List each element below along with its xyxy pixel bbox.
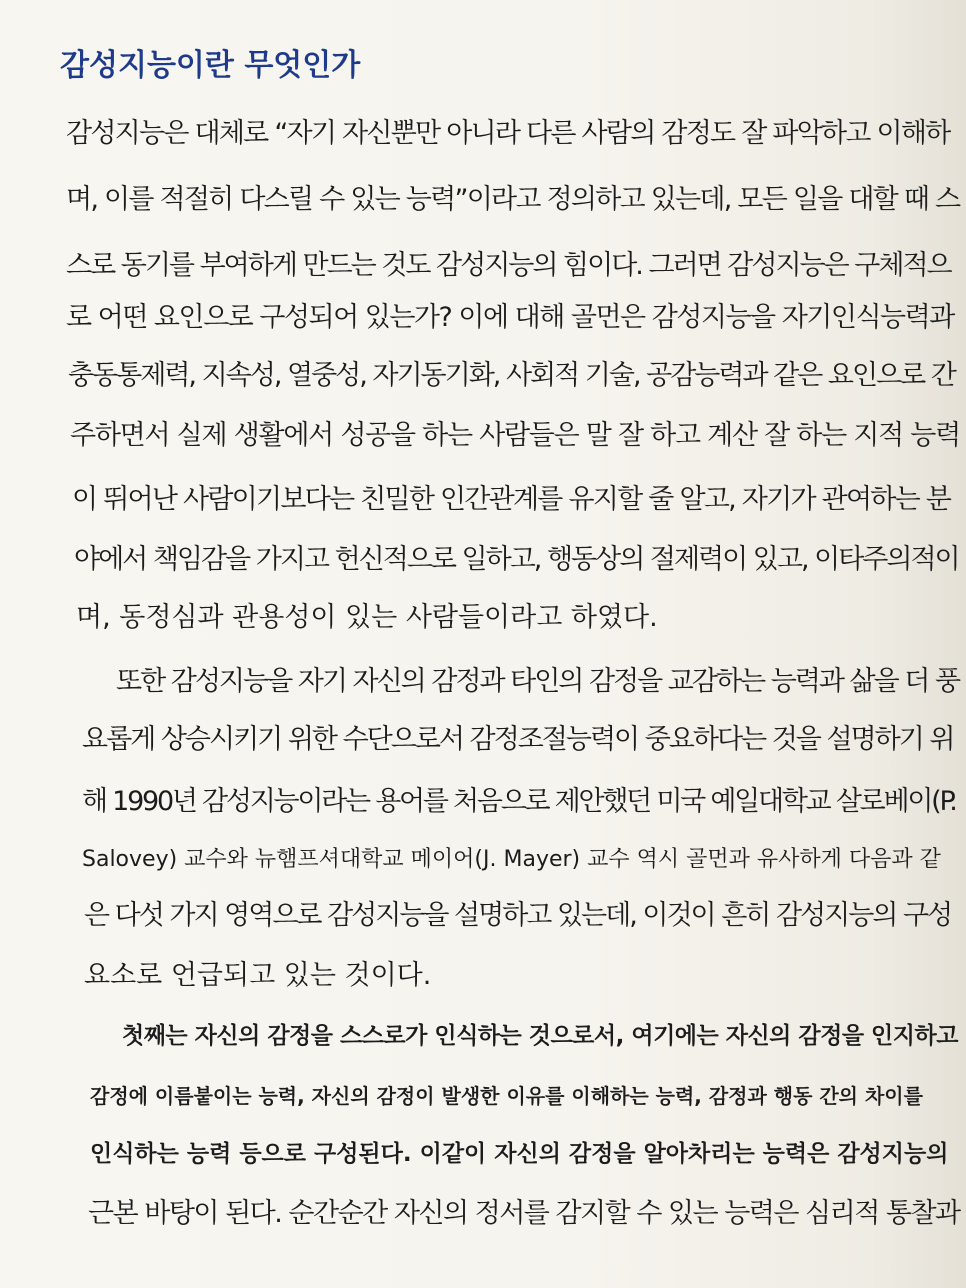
text-line: 해 1990년 감성지능이라는 용어를 처음으로 제안했던 미국 예일대학교 살로베이(P.: [82, 786, 956, 817]
text-line: 며, 이를 적절히 다스릴 수 있는 능력”이라고 정의하고 있는데, 모든 일을 대할 때 스: [66, 184, 960, 215]
text-line: 첫째는 자신의 감정을 스스로가 인식하는 것으로서, 여기에는 자신의 감정을 인지하고: [122, 1023, 958, 1049]
text-line: 감성지능은 대체로 “자기 자신뿐만 아니라 다른 사람의 감정도 잘 파악하고 이해하: [66, 118, 950, 149]
text-line: 스로 동기를 부여하게 만드는 것도 감성지능의 힘이다. 그러면 감성지능은 구체적으: [66, 250, 951, 281]
text-line: 은 다섯 가지 영역으로 감성지능을 설명하고 있는데, 이것이 흔히 감성지능의 구성: [84, 900, 952, 931]
section-title: 감성지능이란 무엇인가: [60, 48, 361, 83]
text-line: 감정에 이름붙이는 능력, 자신의 감정이 발생한 이유를 이해하는 능력, 감정과 행동 간의 차이를: [90, 1084, 923, 1108]
text-line: 로 어떤 요인으로 구성되어 있는가? 이에 대해 골먼은 감성지능을 자기인식능력과: [66, 302, 954, 333]
text-line: 충동통제력, 지속성, 열중성, 자기동기화, 사회적 기술, 공감능력과 같은 요인으로 간: [68, 360, 955, 391]
text-line: 근본 바탕이 된다. 순간순간 자신의 정서를 감지할 수 있는 능력은 심리적 통찰과: [88, 1198, 960, 1229]
text-line: 주하면서 실제 생활에서 성공을 하는 사람들은 말 잘 하고 계산 잘 하는 지적 능력: [70, 420, 960, 451]
text-line: 며, 동정심과 관용성이 있는 사람들이라고 하였다.: [76, 602, 658, 633]
text-line: 이 뛰어난 사람이기보다는 친밀한 인간관계를 유지할 줄 알고, 자기가 관여하는 분: [72, 484, 951, 515]
text-line: 인식하는 능력 등으로 구성된다. 이같이 자신의 감정을 알아차리는 능력은 감성지능의: [90, 1141, 949, 1167]
text-line: Salovey) 교수와 뉴햄프셔대학교 메이어(J. Mayer) 교수 역시 골먼과 유사하게 다음과 같: [82, 847, 941, 872]
text-line: 요소로 언급되고 있는 것이다.: [84, 960, 432, 991]
text-line: 요롭게 상승시키기 위한 수단으로서 감정조절능력이 중요하다는 것을 설명하기 위: [82, 724, 954, 755]
text-line: 야에서 책임감을 가지고 헌신적으로 일하고, 행동상의 절제력이 있고, 이타주의적이: [74, 544, 959, 575]
text-line: 또한 감성지능을 자기 자신의 감정과 타인의 감정을 교감하는 능력과 삶을 더 풍: [116, 666, 960, 697]
